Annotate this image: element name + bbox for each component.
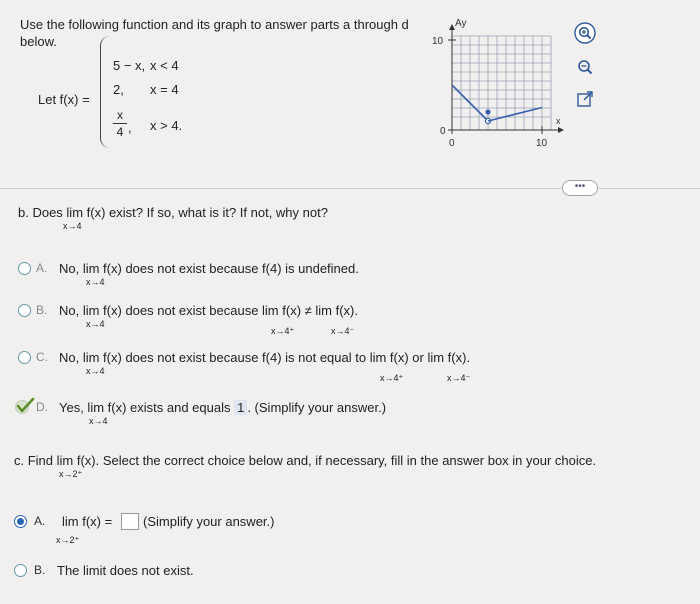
part-b-sub-c-right: x→4⁺	[380, 373, 404, 383]
graph-closed-point	[485, 109, 490, 114]
graph-grid	[452, 36, 551, 130]
part-c-letter-a: A.	[34, 514, 46, 528]
case1-cond: x < 4	[150, 58, 179, 73]
part-c-text-b[interactable]: The limit does not exist.	[57, 563, 194, 578]
part-c-answer-input[interactable]	[121, 513, 139, 530]
x-tick-10: 10	[536, 138, 548, 149]
part-c-text-a-pre: lim f(x) =	[62, 514, 113, 529]
part-b-text-a[interactable]: No, lim f(x) does not exist because f(4) is undefined.	[59, 261, 359, 276]
part-c-text-a-post: (Simplify your answer.)	[143, 514, 275, 529]
case3-cond: x > 4.	[150, 118, 183, 133]
part-c-question-sub: x→2⁺	[59, 469, 83, 479]
part-b-sub-c-left: x→4⁻	[447, 373, 471, 383]
part-c-letter-b: B.	[34, 563, 46, 577]
case1-expr: 5 − x,	[113, 58, 146, 73]
correct-check-icon[interactable]	[14, 397, 36, 415]
part-b-radio-a[interactable]	[18, 262, 31, 275]
x-axis-arrow	[558, 127, 564, 133]
case2-expr: 2,	[113, 82, 124, 97]
part-b-sub-d: x→4	[89, 416, 108, 426]
part-c-question: c. Find lim f(x). Select the correct choice below and, if necessary, fill in the answer box in your choice.	[14, 453, 597, 468]
function-label: Let f(x) =	[38, 92, 90, 107]
part-b-question: b. Does lim f(x) exist? If so, what is it? If not, why not?	[18, 205, 328, 220]
y-axis-label: Ay	[455, 18, 467, 29]
part-b-sub-c: x→4	[86, 366, 105, 376]
popout-icon[interactable]	[574, 88, 596, 110]
case3-fraction	[113, 108, 127, 139]
part-b-letter-c: C.	[36, 350, 48, 364]
part-b-text-d[interactable]	[59, 400, 386, 415]
zoom-out-icon[interactable]	[574, 56, 596, 78]
piecewise-brace	[100, 36, 111, 148]
part-b-radio-c[interactable]	[18, 351, 31, 364]
more-options-button[interactable]: •••	[562, 180, 598, 196]
part-b-letter-b: B.	[36, 303, 48, 317]
x-tick-0: 0	[449, 138, 455, 149]
part-c-radio-a[interactable]	[14, 515, 27, 528]
zoom-in-icon[interactable]	[574, 22, 596, 44]
y-tick-10: 10	[432, 36, 444, 47]
part-b-radio-b[interactable]	[18, 304, 31, 317]
part-b-text-b[interactable]: No, lim f(x) does not exist because lim f(x) ≠ lim f(x).	[59, 303, 358, 318]
part-c-radio-b[interactable]	[14, 564, 27, 577]
case3-comma: ,	[128, 120, 132, 135]
part-b-sub-b-left: x→4⁻	[331, 326, 355, 336]
part-b-sub-b: x→4	[86, 319, 105, 329]
x-axis-label: x	[556, 116, 561, 126]
part-b-sub-a: x→4	[86, 277, 105, 287]
part-b-text-d-post: . (Simplify your answer.)	[247, 400, 387, 415]
case3-denominator: 4	[116, 125, 124, 139]
part-b-letter-d: D.	[36, 400, 48, 414]
case2-cond: x = 4	[150, 82, 179, 97]
part-b-sub-b-right: x→4⁺	[271, 326, 295, 336]
part-b-question-sub: x→4	[63, 221, 82, 231]
y-tick-0: 0	[440, 126, 446, 137]
problem-intro: Use the following function and its graph to answer parts a through d below.	[20, 17, 409, 49]
part-b-letter-a: A.	[36, 261, 48, 275]
part-b-text-c[interactable]: No, lim f(x) does not exist because f(4) is not equal to lim f(x) or lim f(x).	[59, 350, 471, 365]
case3-numerator: x	[117, 108, 123, 122]
part-b-answer-d: 1	[234, 400, 247, 415]
part-b-text-d-pre: Yes, lim f(x) exists and equals	[59, 400, 235, 415]
part-c-sub-a: x→2⁺	[56, 535, 80, 545]
function-graph[interactable]	[428, 16, 578, 152]
